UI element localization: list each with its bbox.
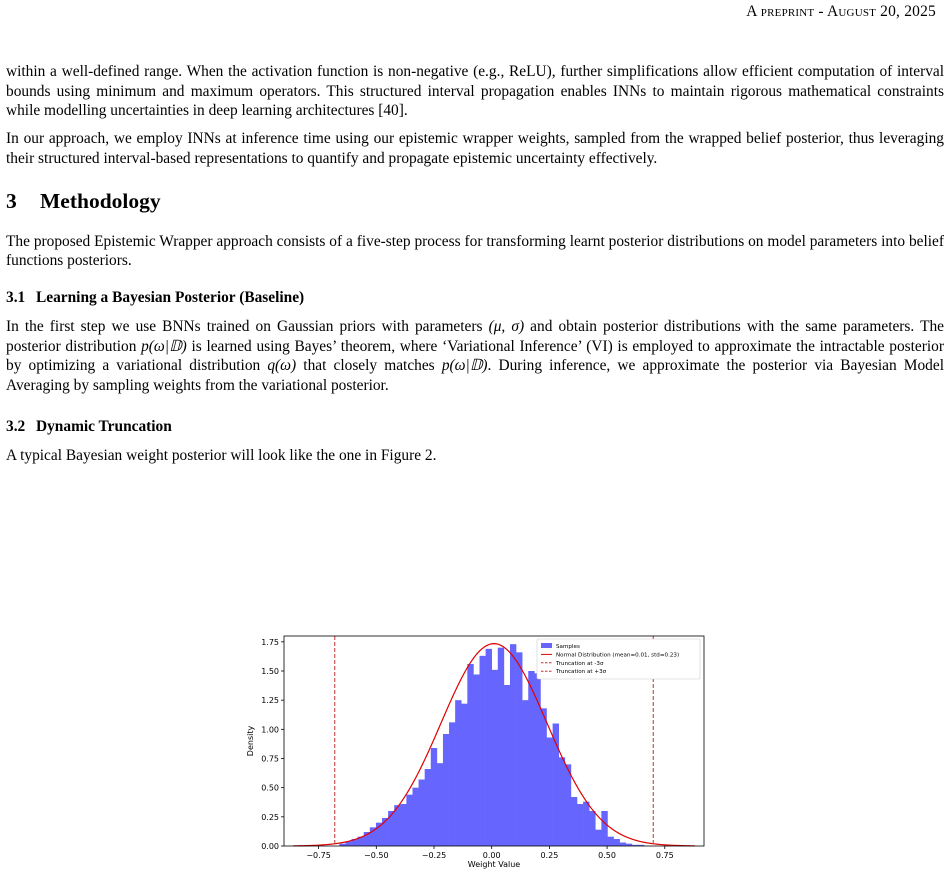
histogram-bar [492, 670, 498, 846]
y-tick-label: 0.75 [261, 754, 279, 764]
histogram-bar [425, 769, 431, 846]
y-tick-label: 1.25 [261, 696, 279, 706]
subsection-title-2: Dynamic Truncation [36, 417, 172, 435]
histogram-bar [412, 788, 418, 846]
legend-entry: Truncation at +3σ [556, 669, 607, 676]
y-axis-label: Density [246, 725, 255, 757]
histogram-bar [571, 797, 577, 846]
math-variational: q(ω) [267, 357, 297, 375]
histogram-bar [620, 843, 626, 847]
running-header: A preprint - August 20, 2025 [746, 3, 936, 20]
histogram-bar [394, 805, 400, 846]
histogram-bar [583, 802, 589, 846]
histogram-bar [559, 757, 565, 846]
histogram-bar [461, 704, 467, 846]
x-tick-label: −0.75 [306, 851, 331, 860]
histogram-bar [528, 671, 534, 846]
legend-entry: Samples [556, 644, 580, 650]
histogram-bar [455, 700, 461, 846]
histogram-bar [577, 804, 583, 846]
x-tick-label: 0.75 [655, 851, 674, 860]
legend-entry: Truncation at -3σ [556, 660, 604, 667]
histogram-bar [486, 649, 492, 846]
x-tick-label: 0.25 [540, 851, 559, 860]
histogram-bar [480, 656, 486, 846]
histogram-bar [388, 811, 394, 846]
histogram-bar [540, 708, 546, 846]
y-tick-label: 0.00 [261, 842, 279, 851]
y-tick-label: 1.75 [261, 637, 279, 647]
histogram-bar [504, 685, 510, 846]
x-tick-label: 0.50 [598, 851, 616, 860]
subsection-heading-bayesian [6, 289, 944, 307]
histogram-bar [406, 795, 412, 846]
histogram-bar [382, 818, 388, 846]
subsection-number: 3.1 [6, 288, 26, 306]
histogram-bar [510, 644, 516, 846]
paragraph-bayesian-posterior: In the first step we use BNNs trained on Gaussian priors with parameters (μ, σ) and obtain posterior distributions with the same parameters. The posterior distribution p(ω|𝔻) is learned using Bayes’ theorem, where ‘Variational Inference’ (VI) is employed to approximate the intractable posterior by optimizing a variational distribution q(ω) that closely matches p(ω|𝔻). During inference, we approximate the posterior via Bayesian Model Averaging by sampling weights from the variational posterior. [6, 317, 944, 395]
legend-entry: Normal Distribution (mean=0.01, std=0.23) [556, 652, 680, 659]
histogram-bar [516, 652, 522, 846]
histogram-bar [473, 675, 479, 847]
math-posterior-2: p(ω|𝔻) [441, 357, 488, 375]
y-tick-label: 1.00 [261, 725, 279, 735]
histogram-bar [400, 804, 406, 846]
section-heading-methodology [6, 189, 944, 214]
section-number: 3 [6, 188, 17, 213]
histogram-bar [547, 738, 553, 847]
histogram-bar [607, 837, 613, 846]
y-tick-label: 0.50 [261, 783, 279, 793]
paragraph-inn-bounds: within a well-defined range. When the activation function is non-negative (e.g., ReLU), further simplifications allow efficient computation of interval bounds using minimum and maximum operators. This structured interval propagation enables INNs to maintain rigorous mathematical constraints while modelling uncertainties in deep learning architectures [40]. [6, 63, 944, 120]
y-tick-label: 1.50 [261, 667, 279, 676]
histogram-bar [522, 700, 528, 846]
subsection-title: Learning a Bayesian Posterior (Baseline) [36, 288, 305, 306]
histogram-bar [419, 780, 425, 847]
x-axis-label: Weight Value [467, 860, 521, 869]
subsection-heading-truncation [6, 418, 944, 436]
histogram-bar [589, 811, 595, 846]
y-tick-label: 0.25 [261, 812, 279, 822]
legend-swatch-samples [541, 643, 552, 648]
x-tick-label: 0.00 [482, 851, 501, 860]
histogram-bar [467, 664, 473, 846]
subsection-number-2: 3.2 [6, 417, 26, 435]
math-posterior: p(ω|𝔻) [141, 337, 187, 355]
figure-weight-posterior [244, 632, 708, 872]
histogram-bar [443, 734, 449, 846]
histogram-bar [534, 673, 540, 846]
histogram-chart [244, 632, 708, 872]
page-body [6, 62, 944, 473]
histogram-bar [595, 830, 601, 846]
x-tick-label: −0.50 [364, 851, 389, 860]
histogram-bar [614, 839, 620, 846]
histogram-bar [601, 811, 607, 846]
histogram-bar [449, 722, 455, 846]
histogram-bar [498, 648, 504, 846]
paragraph-inn-approach: In our approach, we employ INNs at inference time using our epistemic wrapper weights, sampled from the wrapped belief posterior, thus leveraging their structured interval-based representations to quantify and propagate epistemic uncertainty effectively. [6, 130, 944, 167]
paragraph-methodology-intro: The proposed Epistemic Wrapper approach consists of a five-step process for transforming learnt posterior distributions on model parameters into belief functions posteriors. [6, 232, 944, 270]
section-title: Methodology [40, 188, 161, 213]
histogram-bar [565, 764, 571, 846]
x-tick-label: −0.25 [421, 851, 447, 860]
math-params: (μ, σ) [488, 317, 525, 335]
paragraph-truncation: A typical Bayesian weight posterior will look like the one in Figure 2. [6, 446, 437, 464]
histogram-bar [431, 748, 437, 846]
histogram-bar [437, 763, 443, 846]
